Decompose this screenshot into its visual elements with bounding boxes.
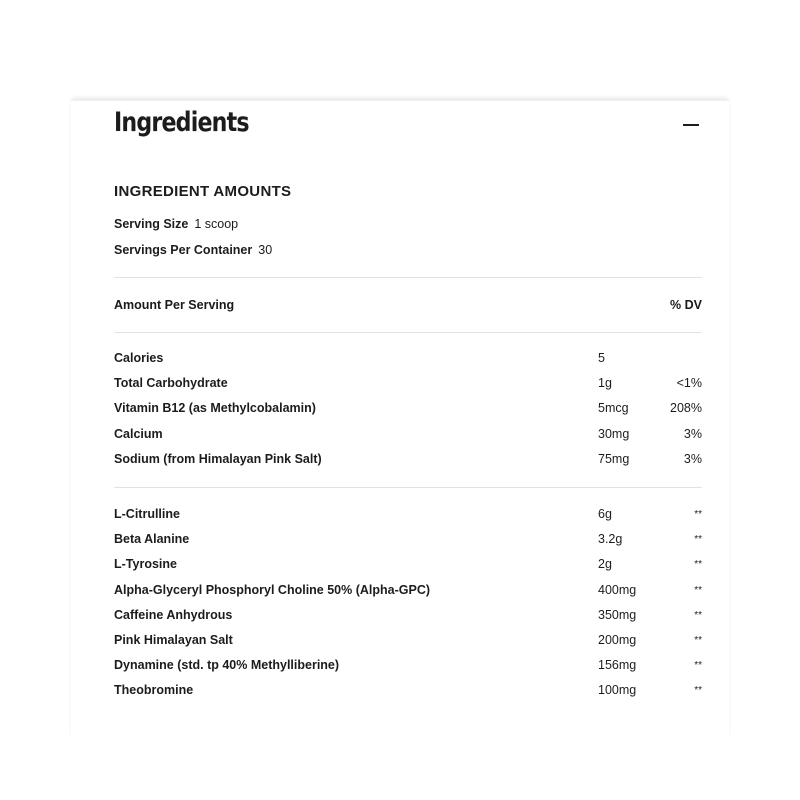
nutrient-name: Calories — [114, 351, 164, 365]
ingredient-dv: ** — [694, 685, 702, 697]
ingredient-dv: ** — [694, 584, 702, 596]
table-header — [114, 278, 702, 332]
panel-content — [114, 181, 702, 703]
nutrient-dv: <1% — [676, 376, 702, 391]
ingredient-amount: 2g — [598, 557, 612, 572]
ingredient-name: Beta Alanine — [114, 532, 190, 547]
panel-title: Ingredients — [114, 107, 249, 138]
ingredient-amount: 6g — [598, 506, 612, 521]
servings-per-container-value: 30 — [258, 243, 273, 257]
serving-size-label: Serving Size — [114, 217, 189, 231]
table-row — [114, 603, 702, 628]
minus-icon — [683, 124, 699, 126]
ingredient-amount: 3.2g — [598, 532, 623, 547]
ingredient-dv: ** — [694, 660, 702, 672]
nutrient-name: Total Carbohydrate — [114, 376, 228, 391]
nutrient-dv: 3% — [683, 451, 702, 466]
nutrient-amount: 30mg — [598, 426, 630, 441]
panel-header[interactable] — [114, 107, 704, 147]
ingredient-dv: ** — [694, 508, 702, 520]
table-row — [114, 346, 702, 371]
amount-per-serving-label: Amount Per Serving — [114, 298, 235, 312]
ingredient-amount: 350mg — [598, 607, 637, 622]
ingredient-name: L-Citrulline — [114, 506, 180, 521]
table-row — [114, 502, 702, 527]
serving-size — [114, 211, 702, 237]
ingredient-amount: 100mg — [598, 683, 637, 698]
table-row — [114, 653, 702, 678]
table-row — [114, 396, 702, 421]
ingredients-panel — [71, 100, 729, 740]
ingredient-dv: ** — [694, 534, 702, 546]
nutrient-amount: 5 — [598, 351, 605, 365]
nutrient-name: Calcium — [114, 426, 163, 441]
table-row — [114, 447, 702, 472]
nutrient-list — [114, 346, 702, 472]
table-row — [114, 371, 702, 396]
ingredient-amount: 156mg — [598, 658, 637, 673]
ingredient-dv: ** — [694, 634, 702, 646]
serving-size-value: 1 scoop — [194, 217, 239, 231]
ingredient-name: Pink Himalayan Salt — [114, 632, 233, 647]
table-row — [114, 527, 702, 552]
collapse-button[interactable] — [678, 113, 704, 139]
nutrient-dv: 208% — [670, 401, 702, 416]
section-title: INGREDIENT AMOUNTS — [114, 183, 292, 200]
nutrient-amount: 75mg — [598, 451, 630, 466]
nutrient-amount: 1g — [598, 376, 612, 391]
dv-header: % DV — [670, 298, 702, 312]
table-row — [114, 678, 702, 703]
ingredient-name: Dynamine (std. tp 40% Methylliberine) — [114, 658, 340, 673]
ingredient-amount: 400mg — [598, 582, 637, 597]
servings-per-container-label: Servings Per Container — [114, 243, 253, 257]
table-row — [114, 422, 702, 447]
ingredient-name: L-Tyrosine — [114, 557, 177, 572]
nutrient-amount: 5mcg — [598, 401, 629, 416]
ingredient-name: Caffeine Anhydrous — [114, 607, 233, 622]
table-row — [114, 628, 702, 653]
nutrient-name: Sodium (from Himalayan Pink Salt) — [114, 451, 322, 466]
table-row — [114, 578, 702, 603]
table-row — [114, 552, 702, 577]
ingredient-name: Alpha-Glyceryl Phosphoryl Choline 50% (Alpha-GPC) — [114, 582, 431, 597]
ingredient-dv: ** — [694, 609, 702, 621]
ingredient-name: Theobromine — [114, 683, 194, 698]
nutrient-name: Vitamin B12 (as Methylcobalamin) — [114, 401, 316, 416]
nutrient-dv: 3% — [683, 426, 702, 441]
ingredient-list — [114, 502, 702, 704]
ingredient-dv: ** — [694, 559, 702, 571]
servings-per-container — [114, 237, 702, 263]
ingredient-amount: 200mg — [598, 632, 637, 647]
